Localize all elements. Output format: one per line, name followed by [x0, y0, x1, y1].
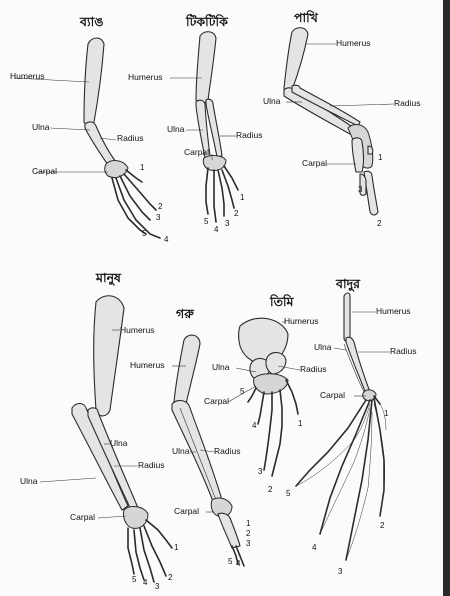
- human-digit-1-label: 1: [174, 543, 179, 552]
- lizard-digit-4-label: 4: [214, 225, 219, 234]
- lizard-digit-1-label: 1: [240, 193, 245, 202]
- cow-humerus-label: Humerus: [130, 360, 165, 370]
- cow-title: গরু: [176, 306, 194, 321]
- lizard-ulna-label: Ulna: [167, 124, 185, 134]
- bird-carpal-bones: [352, 138, 364, 172]
- whale-carpal-block: [254, 374, 288, 394]
- whale-digit-5-label: 5: [240, 387, 245, 396]
- frog-digit-4-label: 4: [164, 235, 169, 244]
- whale-digit-2-label: 2: [268, 485, 273, 494]
- bird-digit-1: [368, 146, 373, 154]
- whale-radius-bone: [266, 353, 286, 374]
- whale-digit-3: [264, 392, 272, 470]
- frog-digit-2-label: 2: [158, 202, 163, 211]
- bat-digit-4: [320, 400, 370, 534]
- bat-digit-1-label: 1: [384, 409, 389, 418]
- frog-digit-1-label: 1: [140, 163, 145, 172]
- bird-wing: [263, 9, 420, 228]
- whale-ulna-label: Ulna: [212, 362, 230, 372]
- human-digit-2-label: 2: [168, 573, 173, 582]
- human-digit-1: [146, 520, 172, 548]
- frog-title: ব্যাঙ: [80, 14, 104, 29]
- bat-digits: [296, 396, 384, 560]
- human-digit-4-label: 4: [143, 578, 148, 587]
- human-humerus-label: Humerus: [120, 325, 155, 335]
- frog-carpal-label: Carpal: [32, 166, 58, 176]
- human-ulna-label-2: Ulna: [20, 476, 38, 486]
- lizard-digit-5: [206, 168, 208, 214]
- human-digit-3-label: 3: [155, 582, 160, 591]
- bat-digit-2: [374, 398, 384, 516]
- bat-ulna-label: Ulna: [314, 342, 332, 352]
- bat-digit-4-label: 4: [312, 543, 317, 552]
- frog-humerus-label: Humerus: [10, 71, 45, 81]
- bird-humerus-label: Humerus: [336, 38, 371, 48]
- lizard-digit-2-label: 2: [234, 209, 239, 218]
- whale-digit-3-label: 3: [258, 467, 263, 476]
- cow-digit-3-label: 3: [246, 539, 251, 548]
- human-digits: [128, 520, 172, 582]
- human-digit-5-label: 5: [132, 575, 137, 584]
- bird-radius-label: Radius: [394, 98, 421, 108]
- lizard-carpal-block: [203, 156, 226, 171]
- lizard-carpal-label: Carpal: [184, 147, 210, 157]
- bird-digit-2-label: 2: [377, 219, 382, 228]
- lizard-title: টিকটিকি: [186, 14, 228, 29]
- bird-digit-3-label: 3: [358, 185, 363, 194]
- bird-digit-1-label: 1: [378, 153, 383, 162]
- bat-humerus-label: Humerus: [376, 306, 411, 316]
- human-radius-label: Radius: [138, 460, 165, 470]
- lizard-digit-5-label: 5: [204, 217, 209, 226]
- whale-radius-label: Radius: [300, 364, 327, 374]
- bat-digit-3-label: 3: [338, 567, 343, 576]
- frog-digits: [112, 170, 160, 238]
- cow-metacarpal-bone: [218, 513, 240, 548]
- whale-flipper: [204, 293, 326, 494]
- frog-humerus-bone: [84, 38, 104, 125]
- lizard-humerus-bone: [196, 32, 216, 103]
- whale-carpal-label: Carpal: [204, 396, 230, 406]
- human-carpal-block: [123, 507, 148, 529]
- frog-forelimb: [10, 14, 169, 244]
- frog-digit-3-label: 3: [156, 213, 161, 222]
- cow-carpal-label: Carpal: [174, 506, 200, 516]
- bat-digit-5: [296, 400, 366, 486]
- bat-radius-label: Radius: [390, 346, 417, 356]
- bird-carpal-label: Carpal: [302, 158, 328, 168]
- bat-title: বাদুর: [336, 276, 361, 291]
- bird-ulna-label: Ulna: [263, 96, 281, 106]
- cow-forelimb: [130, 306, 251, 568]
- bird-title: পাখি: [294, 10, 318, 25]
- whale-digit-2: [272, 390, 282, 476]
- human-digit-2: [144, 526, 166, 576]
- lizard-radius-label: Radius: [236, 130, 263, 140]
- human-ulna-label: Ulna: [110, 438, 128, 448]
- bat-radius-bone: [346, 337, 370, 394]
- lizard-digit-3-label: 3: [225, 219, 230, 228]
- whale-digit-1-label: 1: [298, 419, 303, 428]
- bat-carpal-label: Carpal: [320, 390, 346, 400]
- whale-humerus-label: Humerus: [284, 316, 319, 326]
- frog-radius-label: Radius: [117, 133, 144, 143]
- frog-digit-5-label: 5: [142, 229, 147, 238]
- human-digit-5: [128, 528, 134, 574]
- lizard-digit-4: [214, 170, 216, 222]
- bird-ulna-bone: [284, 88, 354, 134]
- cow-digit-1-label: 1: [246, 519, 251, 528]
- human-title: মানুষ: [96, 270, 121, 285]
- cow-digit-4-label: 4: [236, 559, 241, 568]
- bird-humerus-bone: [284, 28, 308, 92]
- human-carpal-label: Carpal: [70, 512, 96, 522]
- scan-edge: [443, 0, 450, 596]
- human-arm: [20, 270, 179, 591]
- lizard-digit-1: [224, 166, 238, 190]
- bat-digit-2-label: 2: [380, 521, 385, 530]
- cow-digit-5-label: 5: [228, 557, 233, 566]
- whale-digit-1: [286, 380, 298, 414]
- lizard-humerus-label: Humerus: [128, 72, 163, 82]
- cow-radius-label: Radius: [214, 446, 241, 456]
- bat-membrane: [296, 404, 386, 560]
- whale-digit-4: [258, 392, 264, 424]
- bat-humerus-bone: [344, 293, 350, 341]
- lizard-digit-3: [218, 170, 224, 216]
- frog-ulna-label: Ulna: [32, 122, 50, 132]
- human-humerus-bone: [94, 296, 124, 416]
- cow-ulna-label: Ulna: [172, 446, 190, 456]
- whale-digit-4-label: 4: [252, 421, 257, 430]
- cow-digit-2-label: 2: [246, 529, 251, 538]
- bat-digit-5-label: 5: [286, 489, 291, 498]
- cow-humerus-bone: [174, 335, 200, 408]
- whale-title: তিমি: [270, 294, 294, 309]
